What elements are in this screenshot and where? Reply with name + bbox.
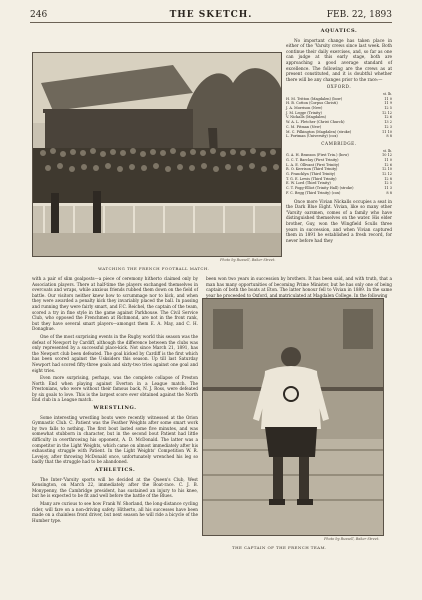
- rugby-paragraph-2: One of the most surprising events in the Rugby world this season was the defeat of Newport by Cardiff, although the difference between the clubs was only represented by a successful place-kick. Not since March 21, 1891, has the Newport club been defeated. The goal kicked by Cardiff is the first which has been scored against the Usksiders this season. Up till last Saturday Newport had scored fifty-three goals and sixty-two tries against one goal and eight tries.: [32, 333, 198, 373]
- left-article-column: [32, 276, 198, 525]
- athletics-paragraph-1: The Inter-'Varsity sports will be decided at the Queen's Club, West Kensington, on March 22, immediately after the Boat-race. C. J. B. Monypenny, the Cambridge president, has sustained an injury to his knee, but he is expected to be fit and well before the battle of the Blues.: [32, 476, 198, 499]
- aquatics-intro: No important change has taken place in either of the 'Varsity crews since last week. Both continue their daily exercises, and, so far as one can judge at this early stage, both are approaching a good average standard of excellence. The following are the crews as at present constituted, and it is doubtful whether there will be any changes prior to the race:—: [286, 37, 392, 82]
- crew-name: L. A. E. Ollivant (First Trinity): [286, 162, 340, 167]
- football-crowd-photo: [32, 52, 282, 257]
- aquatics-column: [286, 26, 392, 245]
- oxford-heading: OXFORD.: [326, 84, 352, 90]
- football-paragraph: Even more surprising, perhaps, was the complete collapse of Preston North End when playing against Everton in a League match. The Prestonians, who were without their famous back, N. J. Ross, were defeated by six goals to love. This is the largest score ever obtained against the North End club in a League match.: [32, 375, 198, 403]
- cambridge-crew-table: [286, 149, 392, 196]
- cambridge-unit-header: st. lb.: [382, 148, 392, 153]
- crew-name: H. M. Tritton (Magdalen) (bow): [286, 96, 343, 101]
- crew-weight: 11 10: [381, 129, 392, 134]
- table-row: [286, 191, 392, 196]
- top-photo-credit: Photo by Russell, Baker Street.: [220, 258, 276, 262]
- page-header: [30, 8, 392, 23]
- crew-name: W. A. L. Fletcher (Christ Church): [286, 120, 345, 125]
- crew-name: C. M. Pitman (New): [286, 124, 322, 129]
- portrait-credit: Photo by Russell, Baker Street.: [324, 537, 380, 541]
- crew-weight: 11 3: [384, 186, 392, 191]
- oxford-unit-header: st. lb.: [382, 91, 392, 96]
- crew-name: L. Portman (University) (cox): [286, 134, 338, 139]
- athletics-heading: ATHLETICS.: [94, 467, 136, 473]
- crew-name: M. C. Pilkington (Magdalen) (stroke): [286, 129, 352, 134]
- athletics-paragraph-2: Many are curious to see how Frank W. Shorland, the long-distance cycling rider, will fare on a non-driving safety. Hitherto, all his successes have been made on a chainless front driver, but next season he will ride a bicycle of the Humber type.: [32, 500, 198, 523]
- crew-weight: 12 8: [384, 176, 392, 181]
- oxford-crew-table: [286, 92, 392, 139]
- crew-weight: 12 6: [384, 162, 392, 167]
- crew-name: H. B. Cotton (Corpus Christi): [286, 101, 338, 106]
- captain-photo-graphic: [203, 299, 383, 535]
- crew-weight: 8 8: [386, 134, 392, 139]
- crowd-photo-graphic: [33, 53, 281, 256]
- crew-weight: 12 12: [381, 172, 392, 177]
- crew-name: C. T. Fogg-Elliot (Trinity Hall) (stroke): [286, 186, 354, 191]
- crew-weight: 11 9: [384, 101, 392, 106]
- nickalls-continuation: [206, 276, 392, 300]
- crew-weight: 12 5: [384, 106, 392, 111]
- aquatics-after: Once more Vivian Nickalls occupies a seat in the Dark Blue Eight. Vivian, like so many other 'Varsity oarsmen, comes of a family who have distinguished themselves on the water. His elder brother, Guy, won the Wingfield Sculls three years in succession, and when Vivian captured them in 1891 he established a fresh record, for never before had they: [286, 198, 392, 243]
- french-captain-photo: [202, 298, 384, 536]
- top-photo-caption: WATCHING THE FRENCH FOOTBALL MATCH.: [98, 266, 210, 271]
- crew-name: G. C. T. Barclay (First Trinity): [286, 157, 339, 162]
- crew-weight: 10 12: [381, 153, 392, 158]
- crew-name: G. Francklyn (Third Trinity): [286, 172, 336, 177]
- crew-name: T. G. E. Lewis (Third Trinity): [286, 176, 337, 181]
- issue-date: FEB. 22, 1893: [326, 10, 392, 20]
- crew-name: F. C. Begg (Third Trinity) (cox): [286, 190, 341, 195]
- crew-name: E. W. Lord (Third Trinity): [286, 181, 331, 186]
- table-row: [286, 134, 392, 139]
- continuation-text: been won two years in succession by brothers. It has been said, and with truth, that a man has many opportunities of becoming Prime Minister, but he has only one of being captain of both the boats at Eton. The latter honour fell to Vivian in 1889. In the same year he proceeded to Oxford, and matriculated at Magdalen College. In the following: [206, 276, 392, 298]
- page-number: 246: [30, 10, 48, 20]
- crew-weight: 11 0: [384, 96, 392, 101]
- crew-name: J. M. Legge (Trinity): [286, 110, 322, 115]
- crew-weight: 12 6: [384, 115, 392, 120]
- publication-title: THE SKETCH.: [169, 10, 253, 20]
- cambridge-heading: CAMBRIDGE.: [321, 140, 357, 146]
- rugby-paragraph-1: with a pair of slim goalposts—a piece of ceremony hitherto claimed only by Association players. There at half-time the players exchanged themselves in overcoats and wraps, while anxious friends rubbed them down on the field of battle. Our visitors neither knew how to scrummage nor to kick, and when they were awarded a penalty kick they invariably placed the ball. In passing and running they were fairly smart, and F.C. Reichel, the captain of the team, scored a try in fine style in the game against Parkhouse. The Civil Service Club, who opposed the Frenchmen at Richmond, are not in the front rank, but they have several smart players—amongst them E. A. May, and C. H. Donaghue.: [32, 276, 198, 332]
- crew-name: V. Nickalls (Magdalen): [286, 115, 327, 120]
- crew-name: G. A. H. Branson (First Trin.) (bow): [286, 153, 349, 158]
- aquatics-heading: AQUATICS.: [320, 28, 358, 34]
- wrestling-heading: WRESTLING.: [93, 405, 137, 412]
- crew-weight: 12 5: [384, 181, 392, 186]
- crew-weight: 12 3: [384, 124, 392, 129]
- crew-name: R. O. Kerrison (Third Trinity): [286, 167, 338, 172]
- crew-name: J. A. Morrison (New): [286, 106, 323, 111]
- wrestling-paragraph: Some interesting wrestling bouts were recently witnessed at the Orion Gymnastic Club. C. Patient was the Feather Weights after some smart work by two falls to nothing. The first bout lasted some five minutes, and was somewhat stubborn in character, but in the second bout Patient had little difficulty in overthrowing his opponent, A. D. McDonald. The latter was a competitor in the Light Weights, which came on almost immediately after his exhausting struggle with Patient. In the Light Weights' Competition W. R. Lovejoy, after throwing McDonald once, unfortunately wrenched his leg so badly that the struggle had to be abandoned.: [32, 414, 198, 465]
- crew-weight: 8 8: [386, 190, 392, 195]
- crew-weight: 11 0: [384, 157, 392, 162]
- crew-weight: 12 12: [381, 110, 392, 115]
- portrait-caption: THE CAPTAIN OF THE FRENCH TEAM.: [232, 545, 327, 550]
- crew-weight: 13 2: [384, 120, 392, 125]
- crew-weight: 12 10: [381, 167, 392, 172]
